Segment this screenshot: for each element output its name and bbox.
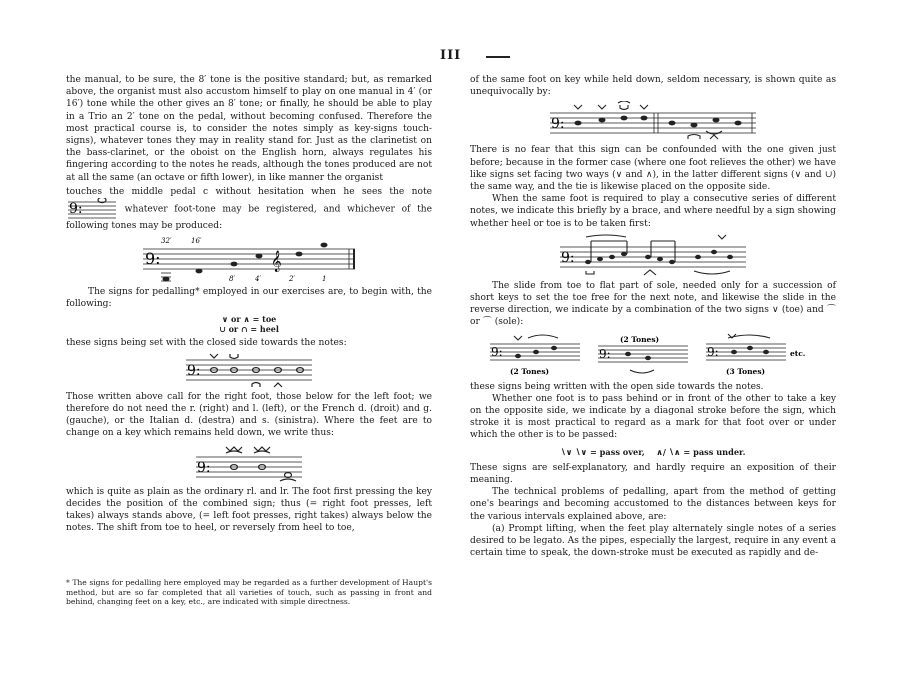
right-paragraph-5: these signs being written with the open side towards the notes. — [470, 381, 764, 392]
pass-under-sign-icon: ∧/ ∖∧ — [656, 446, 681, 457]
right-paragraph-2: There is no fear that this sign can be confounded with the one given just before; because in the former case (where one foot relieves the other) we have like signs set facing two ways (∨ and ∧), in the latter different signs (∨ and ∪) the same way, and the tie is likewise placed on the opposite side. — [470, 145, 836, 193]
svg-text:9:: 9: — [491, 344, 503, 359]
svg-text:9:: 9: — [551, 116, 565, 133]
right-paragraph-6: Whether one foot is to pass behind or in front of the other to take a key on the opposite side, we indicate by a diagonal stroke before the sign, which stroke it is most practical to regard as a mark for that foot over or under which the other is to be passed: — [470, 393, 836, 441]
tone-label-16: 16′ — [191, 237, 202, 246]
left-paragraph-4: these signs being set with the closed side towards the notes: — [66, 337, 347, 348]
left-paragraph-6: which is quite as plain as the ordinary rl. and lr. The foot first pressing the key decides the position of the combined sign; thus (= right foot presses, left takes) always stands above, (= left foot presses, right takes) always below the notes. The shift from toe to heel, or reversely from heel to toe, — [66, 486, 432, 534]
foot-change-example — [194, 443, 304, 483]
right-paragraph-8: The technical problems of pedalling, apart from the method of getting one's bearings and becoming accustomed to the distances between keys for the various intervals explained above, are: — [470, 487, 836, 522]
tone-label-1: 1 — [322, 275, 327, 284]
right-paragraph-7: These signs are self-explanatory, and hardly require an exposition of their meaning. — [470, 462, 836, 486]
left-paragraph-2a: touches the middle pedal c without hesitation when he sees the note — [66, 186, 432, 197]
svg-text:𝄞: 𝄞 — [271, 251, 282, 273]
left-paragraph-2 — [66, 186, 432, 232]
svg-text:9:: 9: — [561, 249, 575, 266]
svg-text:9:: 9: — [145, 249, 161, 269]
signs-example-staff — [184, 352, 314, 388]
left-paragraph-2b: whatever foot-tone may be registered, and whichever of the following tones may be produced: — [66, 204, 432, 232]
svg-text:9:: 9: — [599, 346, 611, 361]
slide-label-1: (2 Tones) — [510, 366, 550, 376]
left-paragraph-5: Those written above call for the right foot, those below for the left foot; we therefore do not need the r. (right) and l. (left), or the French d. (droit) and g. (gauche), or the Italian d. (destra) and s. (sinistra). Where the feet are to change on a key which remains held down, we write thus: — [66, 391, 432, 439]
svg-text:9:: 9: — [187, 362, 201, 379]
slide-examples — [488, 332, 818, 378]
pass-over-label: = pass over, — [589, 446, 645, 457]
right-paragraph-4: The slide from toe to flat part of sole, needed only for a succession of short keys to set the toe free for the next note, and likewise the slide in the reverse direction, we indicate by a combination of the two signs ∨ (toe) and ⌒ or ⌒ (sole): — [470, 280, 836, 328]
pedal-tones-example — [139, 235, 359, 283]
page-number: III — [440, 48, 462, 63]
svg-text:9:: 9: — [197, 459, 211, 476]
page-number-rule — [486, 56, 510, 58]
svg-text:9:: 9: — [69, 201, 83, 218]
tone-label-2: 2′ — [289, 275, 296, 284]
tone-label-8: 8′ — [229, 275, 236, 284]
heel-toe-shift-example — [548, 101, 758, 141]
slide-label-2: (2 Tones) — [620, 334, 660, 344]
pass-over-sign-icon: ∖∨ ∖∨ — [560, 446, 588, 457]
middle-c-note-icon — [66, 198, 118, 220]
svg-text:9:: 9: — [707, 344, 719, 359]
slide-label-3: (3 Tones) — [726, 366, 766, 376]
right-paragraph-9: (a) Prompt lifting, when the feet play alternately single notes of a series desired to be legato. As the pipes, especially the largest, require in any event a certain time to speak, the down-stroke must be executed as rapidly and de- — [470, 523, 836, 559]
right-paragraph-3: When the same foot is required to play a consecutive series of different notes, we indicate this briefly by a brace, and where needful by a sign showing whether heel or toe is to be taken first: — [470, 194, 836, 229]
right-paragraph-1: of the same foot on key while held down, seldom necessary, is shown quite as unequivocally by: — [470, 75, 836, 98]
pass-under-label: = pass under. — [683, 446, 746, 457]
tone-label-32: 32′ — [161, 237, 172, 246]
slide-etc: etc. — [790, 348, 806, 358]
right-column — [470, 74, 836, 559]
left-column — [66, 74, 432, 534]
pass-signs-line — [470, 446, 836, 458]
tone-label-4: 4′ — [255, 275, 262, 284]
legend-heel: ∪ or ∩ = heel — [219, 323, 279, 334]
left-paragraph-3: The signs for pedalling* employed in our exercises are, to begin with, the following: — [66, 287, 432, 310]
left-paragraph-1: the manual, to be sure, the 8′ tone is the positive standard; but, as remarked above, the organist must also accustom himself to play on one manual in 4′ (or 16′) tone while the other gives an 8′ tone; or finally, he should be able to play in a Trio an 2′ tone on the pedal, without becoming confused. Therefore the most practical course is, to consider the notes simply as key-signs touch-signs), whatever tones they may in reality stand for. Just as the clarinetist on the bass-clarinet, or the oboist on the English horn, always regulates his fingering according to the notes he reads, although the tones produced are not at all the same (an octave or fifth lower), in like manner the organist — [66, 75, 432, 183]
footnote: * The signs for pedalling here employed may be regarded as a further development of Haupt's method, but are so far completed that all varieties of touch, such as passing in front and behind, changing feet on a key, etc., are indicated with simple directness. — [66, 578, 432, 607]
legend-toe: ∨ or ∧ = toe — [221, 313, 277, 324]
brace-series-example — [558, 233, 748, 277]
